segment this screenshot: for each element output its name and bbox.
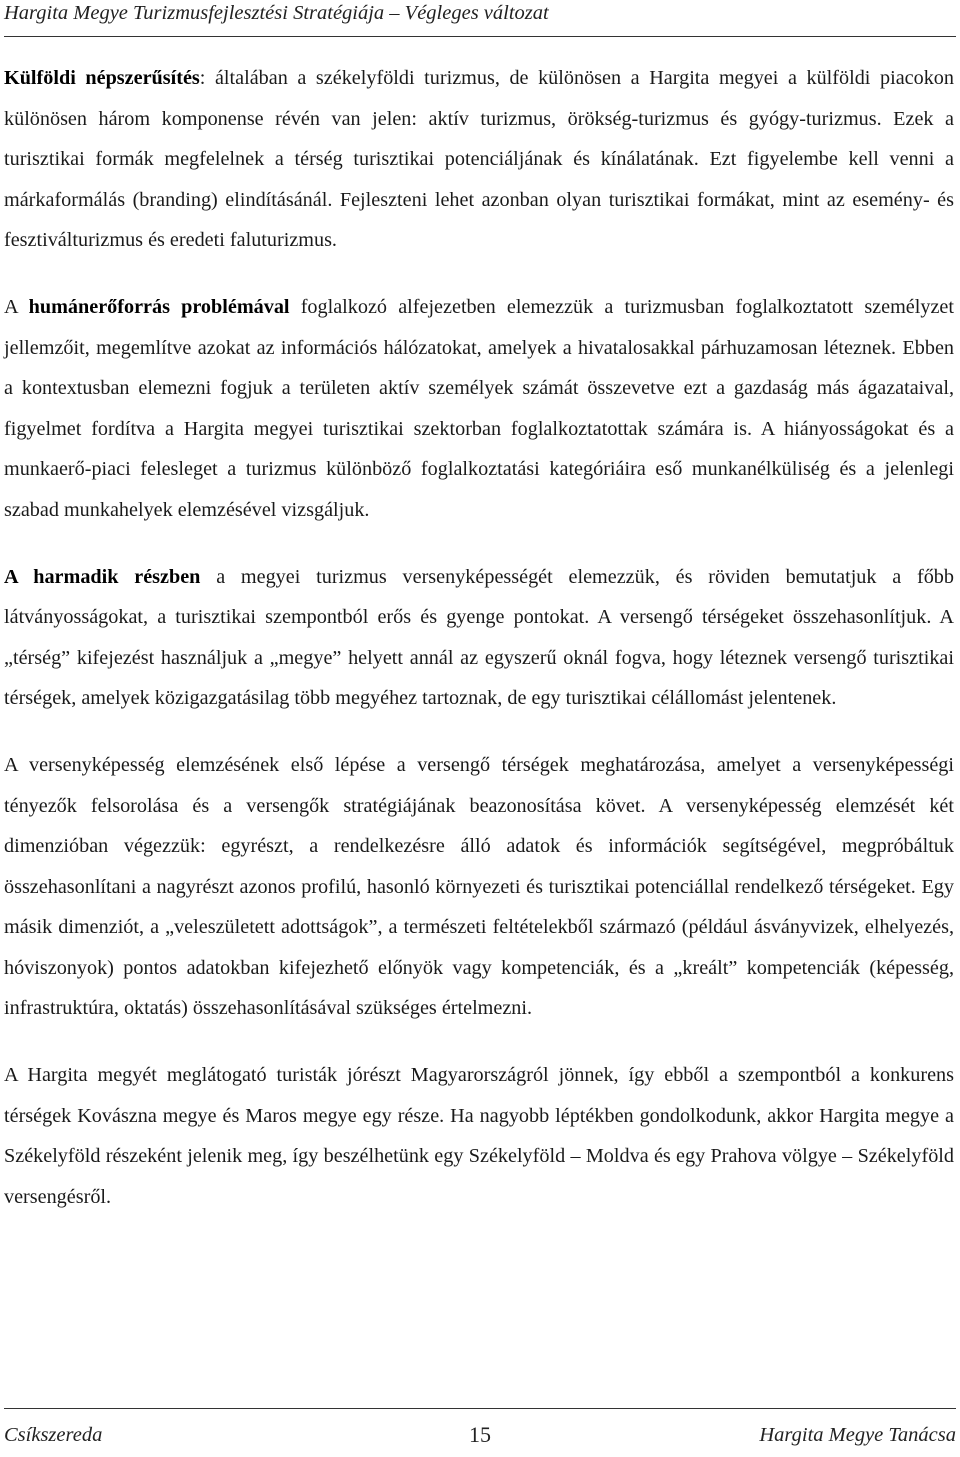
paragraph-text: A versenyképesség elemzésének első lépése a versengő térségek meghatározása, amelyet a versenyképességi tényezők felsorolása és a versengők stratégiájának beazonosítása követ. A versenyképesség elemzését két dimenzióban végezzük: egyrészt, a rendelkezésre álló adatok és információk segítségével, megpróbáltuk összehasonlítani a nagyrészt azonos profilú, hasonló környezeti és turisztikai potenciállal rendelkező térségeket. Egy másik dimenziót, a „veleszületett adottságok”, a természeti feltételekből származó (például ásványvizek, elhelyezés, hóviszonyok) pontos adatokban kifejezhető előnyök vagy kompetenciák, és a „kreált” kompetenciák (képesség, infrastruktúra, oktatás) összehasonlításával szükséges értelmezni. (4, 753, 954, 1020)
paragraph-lead: Külföldi népszerűsítés (4, 67, 200, 89)
paragraph-competitiveness (4, 745, 954, 1029)
paragraph-lead: A harmadik részben (4, 565, 201, 588)
footer-publisher: Hargita Megye Tanácsa (759, 1424, 956, 1446)
header-title: Hargita Megye Turizmusfejlesztési Stratégiája – Végleges változat (4, 2, 549, 24)
page-header (4, 0, 956, 37)
paragraph-text: foglalkozó alfejezetben elemezzük a turizmusban foglalkoztatott személyzet jellemzőit, megemlítve azokat az információs hálózatokat, amelyek a hivatalosakkal párhuzamosan léteznek. Ebben a kontextusban elemezni fogjuk a területen aktív személyek számát összevetve ezt a gazdaság más ágazataival, figyelmet fordítva a Hargita megyei turisztikai szektorban foglalkoztatottak számára is. A hiányosságokat és a munkaerő-piaci felesleget a turizmus különböző foglalkoztatási kategóriáira eső munkanélküliség és a jelenlegi szabad munkahelyek elemzésével vizsgáljuk. (4, 295, 954, 521)
paragraph-text: A Hargita megyét meglátogató turisták jórészt Magyarországról jönnek, így ebből a szempontból a konkurens térségek Kovászna megye és Maros megye egy része. Ha nagyobb léptékben gondolkodunk, akkor Hargita megye a Székelyföld részeként jelenik meg, így beszélhetünk egy Székelyföld – Moldva és egy Prahova völgye – Székelyföld versengésről. (4, 1064, 954, 1208)
paragraph-text: : általában a székelyföldi turizmus, de különösen a Hargita megyei a külföldi piacokon különösen három komponense révén van jelen: aktív turizmus, örökség-turizmus és gyógy-turizmus. Ezek a turisztikai formák megfelelnek a térség turisztikai potenciáljának és kínálatának. Ezt figyelembe kell venni a márkaformálás (branding) elindításánál. Fejleszteni lehet azonban olyan turisztikai formákat, mint az esemény- és fesztiválturizmus és eredeti faluturizmus. (4, 67, 954, 252)
paragraph-pre: A (4, 295, 29, 318)
paragraph-foreign-promotion (4, 58, 954, 261)
footer-location: Csíkszereda (4, 1424, 103, 1446)
paragraph-text: a megyei turizmus versenyképességét elemezzük, és röviden bemutatjuk a főbb látványosságokat, a turisztikai szempontból erős és gyenge pontokat. A versengő térségeket összehasonlítjuk. A „térség” kifejezést használjuk a „megye” helyett annál az egyszerű oknál fogva, hogy léteznek versengő turisztikai térségek, amelyek közigazgatásilag több megyéhez tartoznak, de egy turisztikai célállomást jelentenek. (4, 565, 954, 710)
paragraph-visitors (4, 1055, 954, 1217)
paragraph-third-part (4, 557, 954, 719)
document-body (4, 58, 954, 1239)
paragraph-lead: humánerőforrás problémával (28, 295, 290, 318)
page-number: 15 (469, 1422, 491, 1447)
page-footer (4, 1408, 956, 1455)
paragraph-human-resources (4, 287, 954, 531)
